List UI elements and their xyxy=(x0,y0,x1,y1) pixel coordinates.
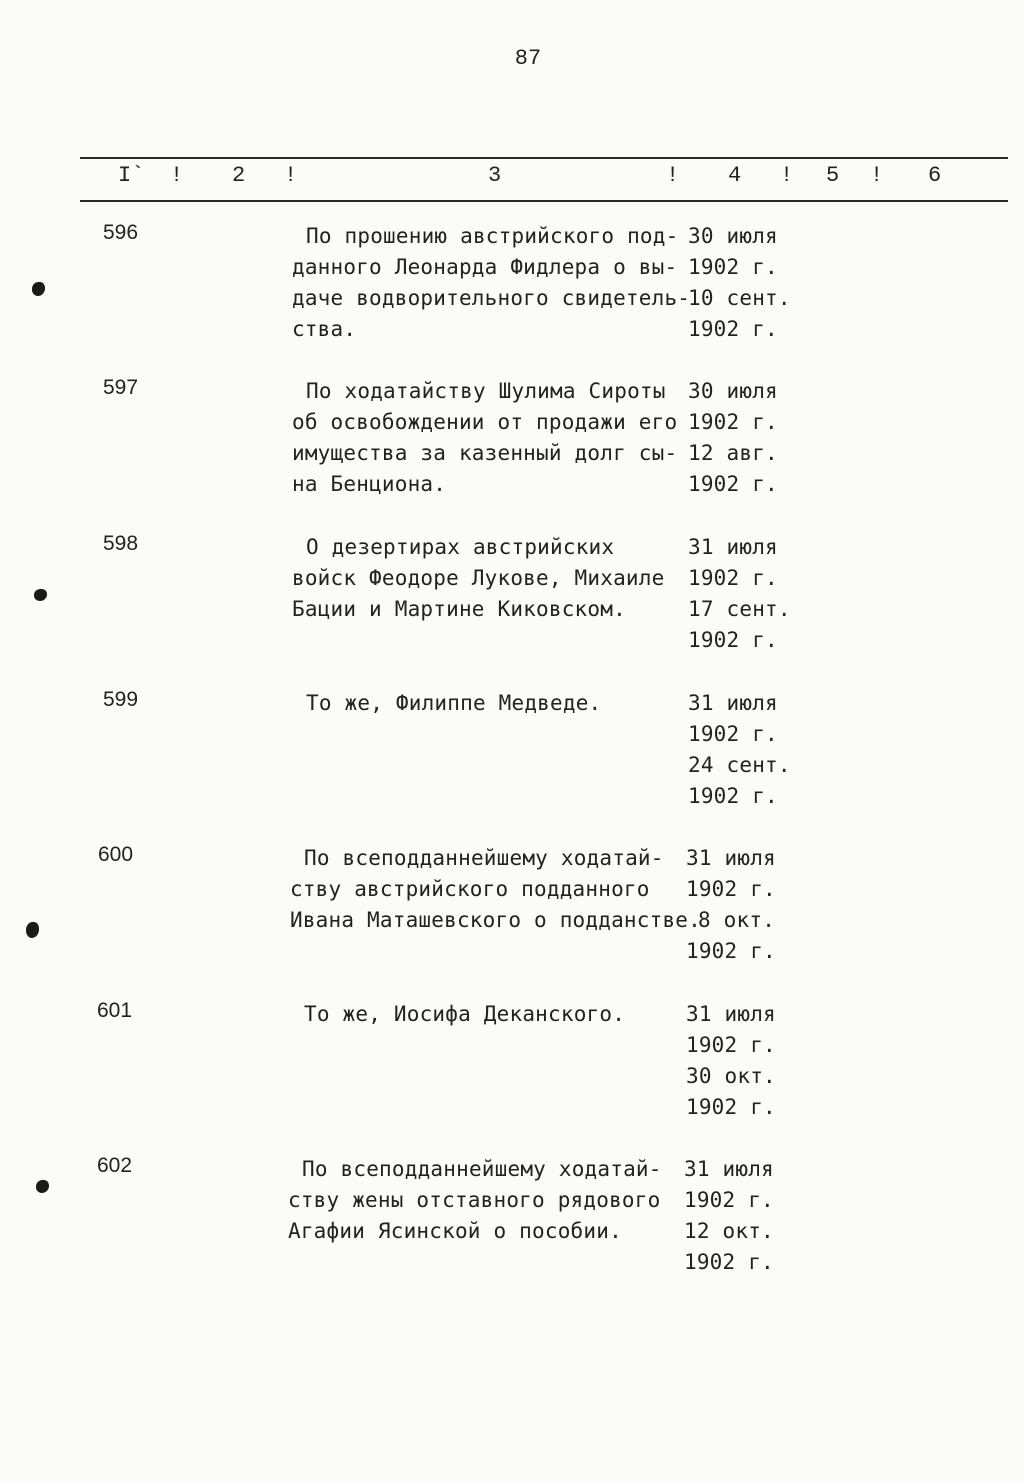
description-line: ства. xyxy=(292,317,357,341)
scan-speck xyxy=(34,589,47,601)
page-number: 87 xyxy=(514,46,542,71)
date-line: 1902 г. xyxy=(686,939,776,963)
column-header-2: 2 xyxy=(232,163,246,188)
scan-speck xyxy=(36,1180,49,1193)
date-line: 1902 г. xyxy=(688,722,778,746)
description-line: То же, Иосифа Деканского. xyxy=(304,1002,626,1026)
column-header-1: I` xyxy=(118,163,145,188)
date-line: 31 июля xyxy=(686,1002,776,1026)
date-line: 1902 г. xyxy=(688,317,778,341)
entry-number: 599 xyxy=(103,688,139,711)
date-line: 1902 г. xyxy=(688,255,778,279)
description-line: Бации и Мартине Киковском. xyxy=(292,597,626,621)
column-separator: ! xyxy=(284,163,298,188)
date-line: 24 сент. xyxy=(688,753,791,777)
description-line: То же, Филиппе Медведе. xyxy=(306,691,602,715)
entry-number: 596 xyxy=(103,221,139,244)
date-line: 1902 г. xyxy=(688,410,778,434)
date-line: 30 окт. xyxy=(686,1064,776,1088)
description-line: О дезертирах австрийских xyxy=(306,535,615,559)
date-line: 17 сент. xyxy=(688,597,791,621)
date-line: 31 июля xyxy=(688,691,778,715)
description-line: Ивана Маташевского о подданстве. xyxy=(290,908,701,932)
date-line: 1902 г. xyxy=(688,566,778,590)
description-line: По всеподданнейшему ходатай- xyxy=(302,1157,662,1181)
date-line: 8 окт. xyxy=(698,908,776,932)
column-header-4: 4 xyxy=(728,163,742,188)
description-line: По всеподданнейшему ходатай- xyxy=(304,846,664,870)
date-line: 10 сент. xyxy=(688,286,791,310)
entry-number: 598 xyxy=(103,532,139,555)
entry-number: 601 xyxy=(97,999,133,1022)
description-line: По ходатайству Шулима Сироты xyxy=(306,379,666,403)
date-line: 12 авг. xyxy=(688,441,778,465)
description-line: данного Леонарда Фидлера о вы- xyxy=(292,255,678,279)
description-line: имущества за казенный долг сы- xyxy=(292,441,678,465)
date-line: 31 июля xyxy=(684,1157,774,1181)
scan-speck xyxy=(32,282,45,296)
description-line: Агафии Ясинской о пособии. xyxy=(288,1219,622,1243)
date-line: 31 июля xyxy=(686,846,776,870)
description-line: ству жены отставного рядового xyxy=(288,1188,661,1212)
description-line: на Бенциона. xyxy=(292,472,447,496)
column-header-3: 3 xyxy=(488,163,502,188)
date-line: 1902 г. xyxy=(686,1033,776,1057)
entry-number: 597 xyxy=(103,376,139,399)
date-line: 1902 г. xyxy=(688,784,778,808)
date-line: 30 июля xyxy=(688,379,778,403)
description-line: даче водворительного свидетель- xyxy=(292,286,691,310)
date-line: 1902 г. xyxy=(684,1188,774,1212)
column-separator: ! xyxy=(666,163,680,188)
entry-number: 600 xyxy=(98,843,134,866)
date-line: 31 июля xyxy=(688,535,778,559)
date-line: 1902 г. xyxy=(686,877,776,901)
header-rule-top xyxy=(80,157,1008,159)
column-separator: ! xyxy=(870,163,884,188)
date-line: 12 окт. xyxy=(684,1219,774,1243)
date-line: 1902 г. xyxy=(684,1250,774,1274)
header-rule-bottom xyxy=(80,200,1008,202)
date-line: 1902 г. xyxy=(688,628,778,652)
entry-number: 602 xyxy=(97,1154,133,1177)
date-line: 30 июля xyxy=(688,224,778,248)
column-separator: ! xyxy=(170,163,184,188)
column-header-5: 5 xyxy=(826,163,840,188)
date-line: 1902 г. xyxy=(688,472,778,496)
date-line: 1902 г. xyxy=(686,1095,776,1119)
description-line: По прошению австрийского под- xyxy=(306,224,679,248)
description-line: ству австрийского подданного xyxy=(290,877,650,901)
column-separator: ! xyxy=(780,163,794,188)
description-line: об освобождении от продажи его xyxy=(292,410,678,434)
scan-speck xyxy=(26,922,39,938)
column-header-6: 6 xyxy=(928,163,942,188)
description-line: войск Феодоре Лукове, Михаиле xyxy=(292,566,665,590)
